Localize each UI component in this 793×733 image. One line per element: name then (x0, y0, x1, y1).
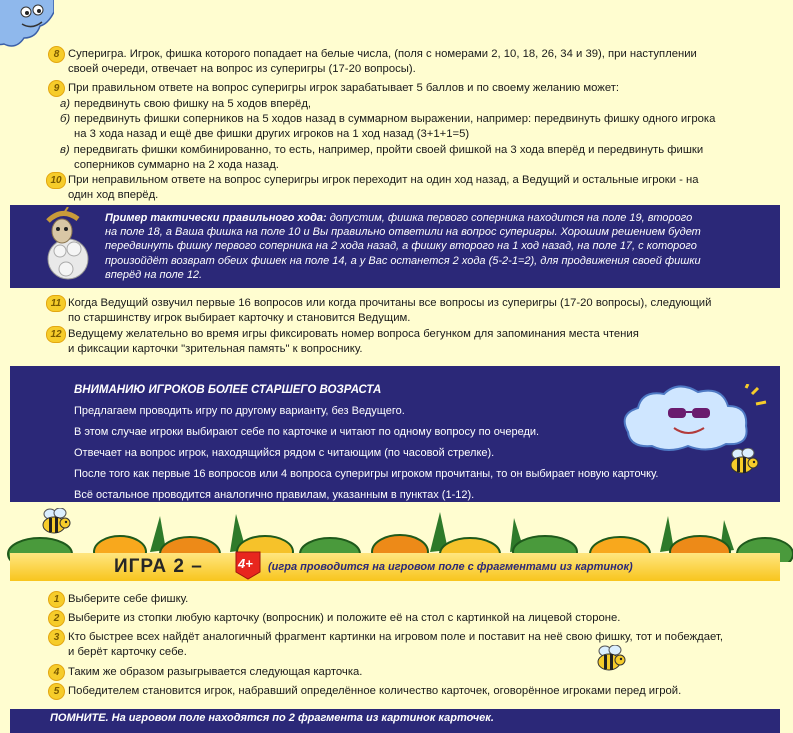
rule-number-badge: 11 (46, 295, 66, 312)
step-line: Победителем становится игрок, набравший определённое количество карточек, оговорённое игроками перед игрой. (68, 685, 682, 697)
option-line: передвинуть свою фишку на 5 ходов вперёд, (74, 98, 312, 110)
rule-8 (48, 47, 697, 77)
tactic-example-text (105, 211, 755, 282)
option-line: соперников суммарно на 2 хода назад. (74, 159, 279, 171)
rule-line: При правильном ответе на вопрос суперигры игрок зарабатывает 5 баллов и по своему желанию может: (68, 82, 620, 94)
elder-line: Всё остальное проводится аналогично правилам, указанным в пунктах (1-12). (74, 489, 475, 501)
rule-11 (48, 296, 711, 326)
cloud-illustration (0, 0, 54, 54)
age-badge-label: 4+ (238, 556, 253, 571)
elder-line: В этом случае игроки выбирают себе по карточке и читают по одному вопросу по очереди. (74, 426, 540, 438)
step-number-badge: 4 (48, 664, 65, 681)
rule-line: один ход вперёд. (68, 189, 159, 201)
step-number-badge: 1 (48, 591, 65, 608)
option-letter: а) (60, 98, 71, 110)
game2-step-4 (48, 665, 362, 680)
rule-line: Ведущему желательно во время игры фиксировать номер вопроса бегунком для запоминания места чтения (68, 328, 639, 340)
rule-12 (48, 327, 639, 357)
rule-line: Суперигра. Игрок, фишка которого попадает на белые числа, (поля с номерами 2, 10, 18, 26, 34 и 39), при наступлении (68, 48, 697, 60)
step-number-badge: 3 (48, 629, 65, 646)
bee-icon (594, 645, 628, 673)
step-number-badge: 2 (48, 610, 65, 627)
elder-players-title: ВНИМАНИЮ ИГРОКОВ БОЛЕЕ СТАРШЕГО ВОЗРАСТА (74, 384, 382, 396)
sheep-illustration (40, 207, 92, 285)
option-line: передвинуть фишки соперников на 5 ходов назад в суммарном выражении, например: передвинуть фишку одного игрока (74, 113, 716, 125)
game2-note: (игра проводится на игровом поле с фрагментами из картинок) (268, 561, 633, 573)
game2-step-5 (48, 684, 681, 699)
game2-step-2 (48, 611, 620, 626)
rule-10 (48, 173, 699, 203)
rule-number-badge: 9 (48, 80, 65, 97)
elder-players-text (74, 380, 694, 506)
tactic-line: произойдёт возврат обеих фишек на поле 14, а у Вас останется 2 хода (5-2-1=2), для продвижения своей фишки (105, 254, 701, 267)
rule-number-badge: 12 (46, 326, 66, 343)
game2-title: ИГРА 2 – (114, 556, 203, 577)
elder-line: Предлагаем проводить игру по другому варианту, без Ведущего. (74, 405, 405, 417)
option-c (60, 143, 703, 173)
rule-9 (48, 81, 619, 96)
footer-panel (10, 709, 780, 733)
elder-line: Отвечает на вопрос игрок, находящийся рядом с читающим (по часовой стрелке). (74, 447, 495, 459)
tactic-example-panel (10, 205, 780, 288)
rule-number-badge: 8 (48, 46, 65, 63)
rule-line: При неправильном ответе на вопрос суперигры игрок переходит на один ход назад, а Ведущий и остальные игроки - на (68, 174, 699, 186)
step-line: Выберите из стопки любую карточку (вопросник) и положите её на стол с картинкой на лицевой стороне. (68, 612, 621, 624)
option-a (60, 97, 311, 112)
step-line: Кто быстрее всех найдёт аналогичный фрагмент картинки на игровом поле и поставит на неё свою фишку, тот и побеждает, (68, 631, 723, 643)
step-line: и берёт карточку себе. (68, 646, 187, 658)
elder-players-panel (10, 366, 780, 502)
step-line: Таким же образом разыгрывается следующая карточка. (68, 666, 363, 678)
game2-header (10, 553, 780, 581)
tactic-line: вперёд на поле 12. (105, 268, 203, 281)
tactic-line: допустим, фишка первого соперника находится на поле 19, второго (326, 212, 693, 224)
game2-step-1 (48, 592, 188, 607)
rule-line: и фиксации карточки "зрительная память" к вопроснику. (68, 343, 363, 355)
rule-line: своей очереди, отвечает на вопрос из суперигры (17-20 вопросы). (68, 63, 416, 75)
option-line: на 3 хода назад и ещё две фишки других игроков на 1 ход назад (3+1+1=5) (74, 128, 470, 140)
option-b (60, 112, 715, 142)
option-line: передвигать фишки комбинированно, то есть, например, пройти своей фишкой на 3 хода вперёд и передвинуть фишки (73, 144, 704, 156)
sun-cloud-illustration (618, 384, 768, 454)
footer-note: ПОМНИТЕ. На игровом поле находятся по 2 фрагмента из картинок карточек. (50, 712, 494, 724)
rule-number-badge: 10 (46, 172, 66, 189)
step-number-badge: 5 (48, 683, 65, 700)
tactic-title: Пример тактически правильного хода: (105, 212, 327, 224)
tactic-line: передвинуть фишку первого соперника на 2 хода назад, а фишку второго на 1 ход назад, на поле 17, с которого (105, 240, 697, 253)
tactic-line: на поле 18, а Ваша фишка на поле 10 и Вы правильно ответили на вопрос суперигры. Хорошим решением будет (105, 226, 701, 239)
bee-icon (728, 448, 760, 476)
elder-line: После того как первые 16 вопросов или 4 вопроса суперигры игроком прочитаны, то он выбирает новую карточку. (74, 468, 659, 480)
step-line: Выберите себе фишку. (68, 593, 189, 605)
rule-line: по старшинству игрок выбирает карточку и становится Ведущим. (68, 312, 411, 324)
option-letter: б) (60, 113, 71, 125)
option-letter: в) (60, 144, 70, 156)
rule-line: Когда Ведущий озвучил первые 16 вопросов или когда прочитаны все вопросы из суперигры (17-20 вопросы), следующий (68, 297, 712, 309)
